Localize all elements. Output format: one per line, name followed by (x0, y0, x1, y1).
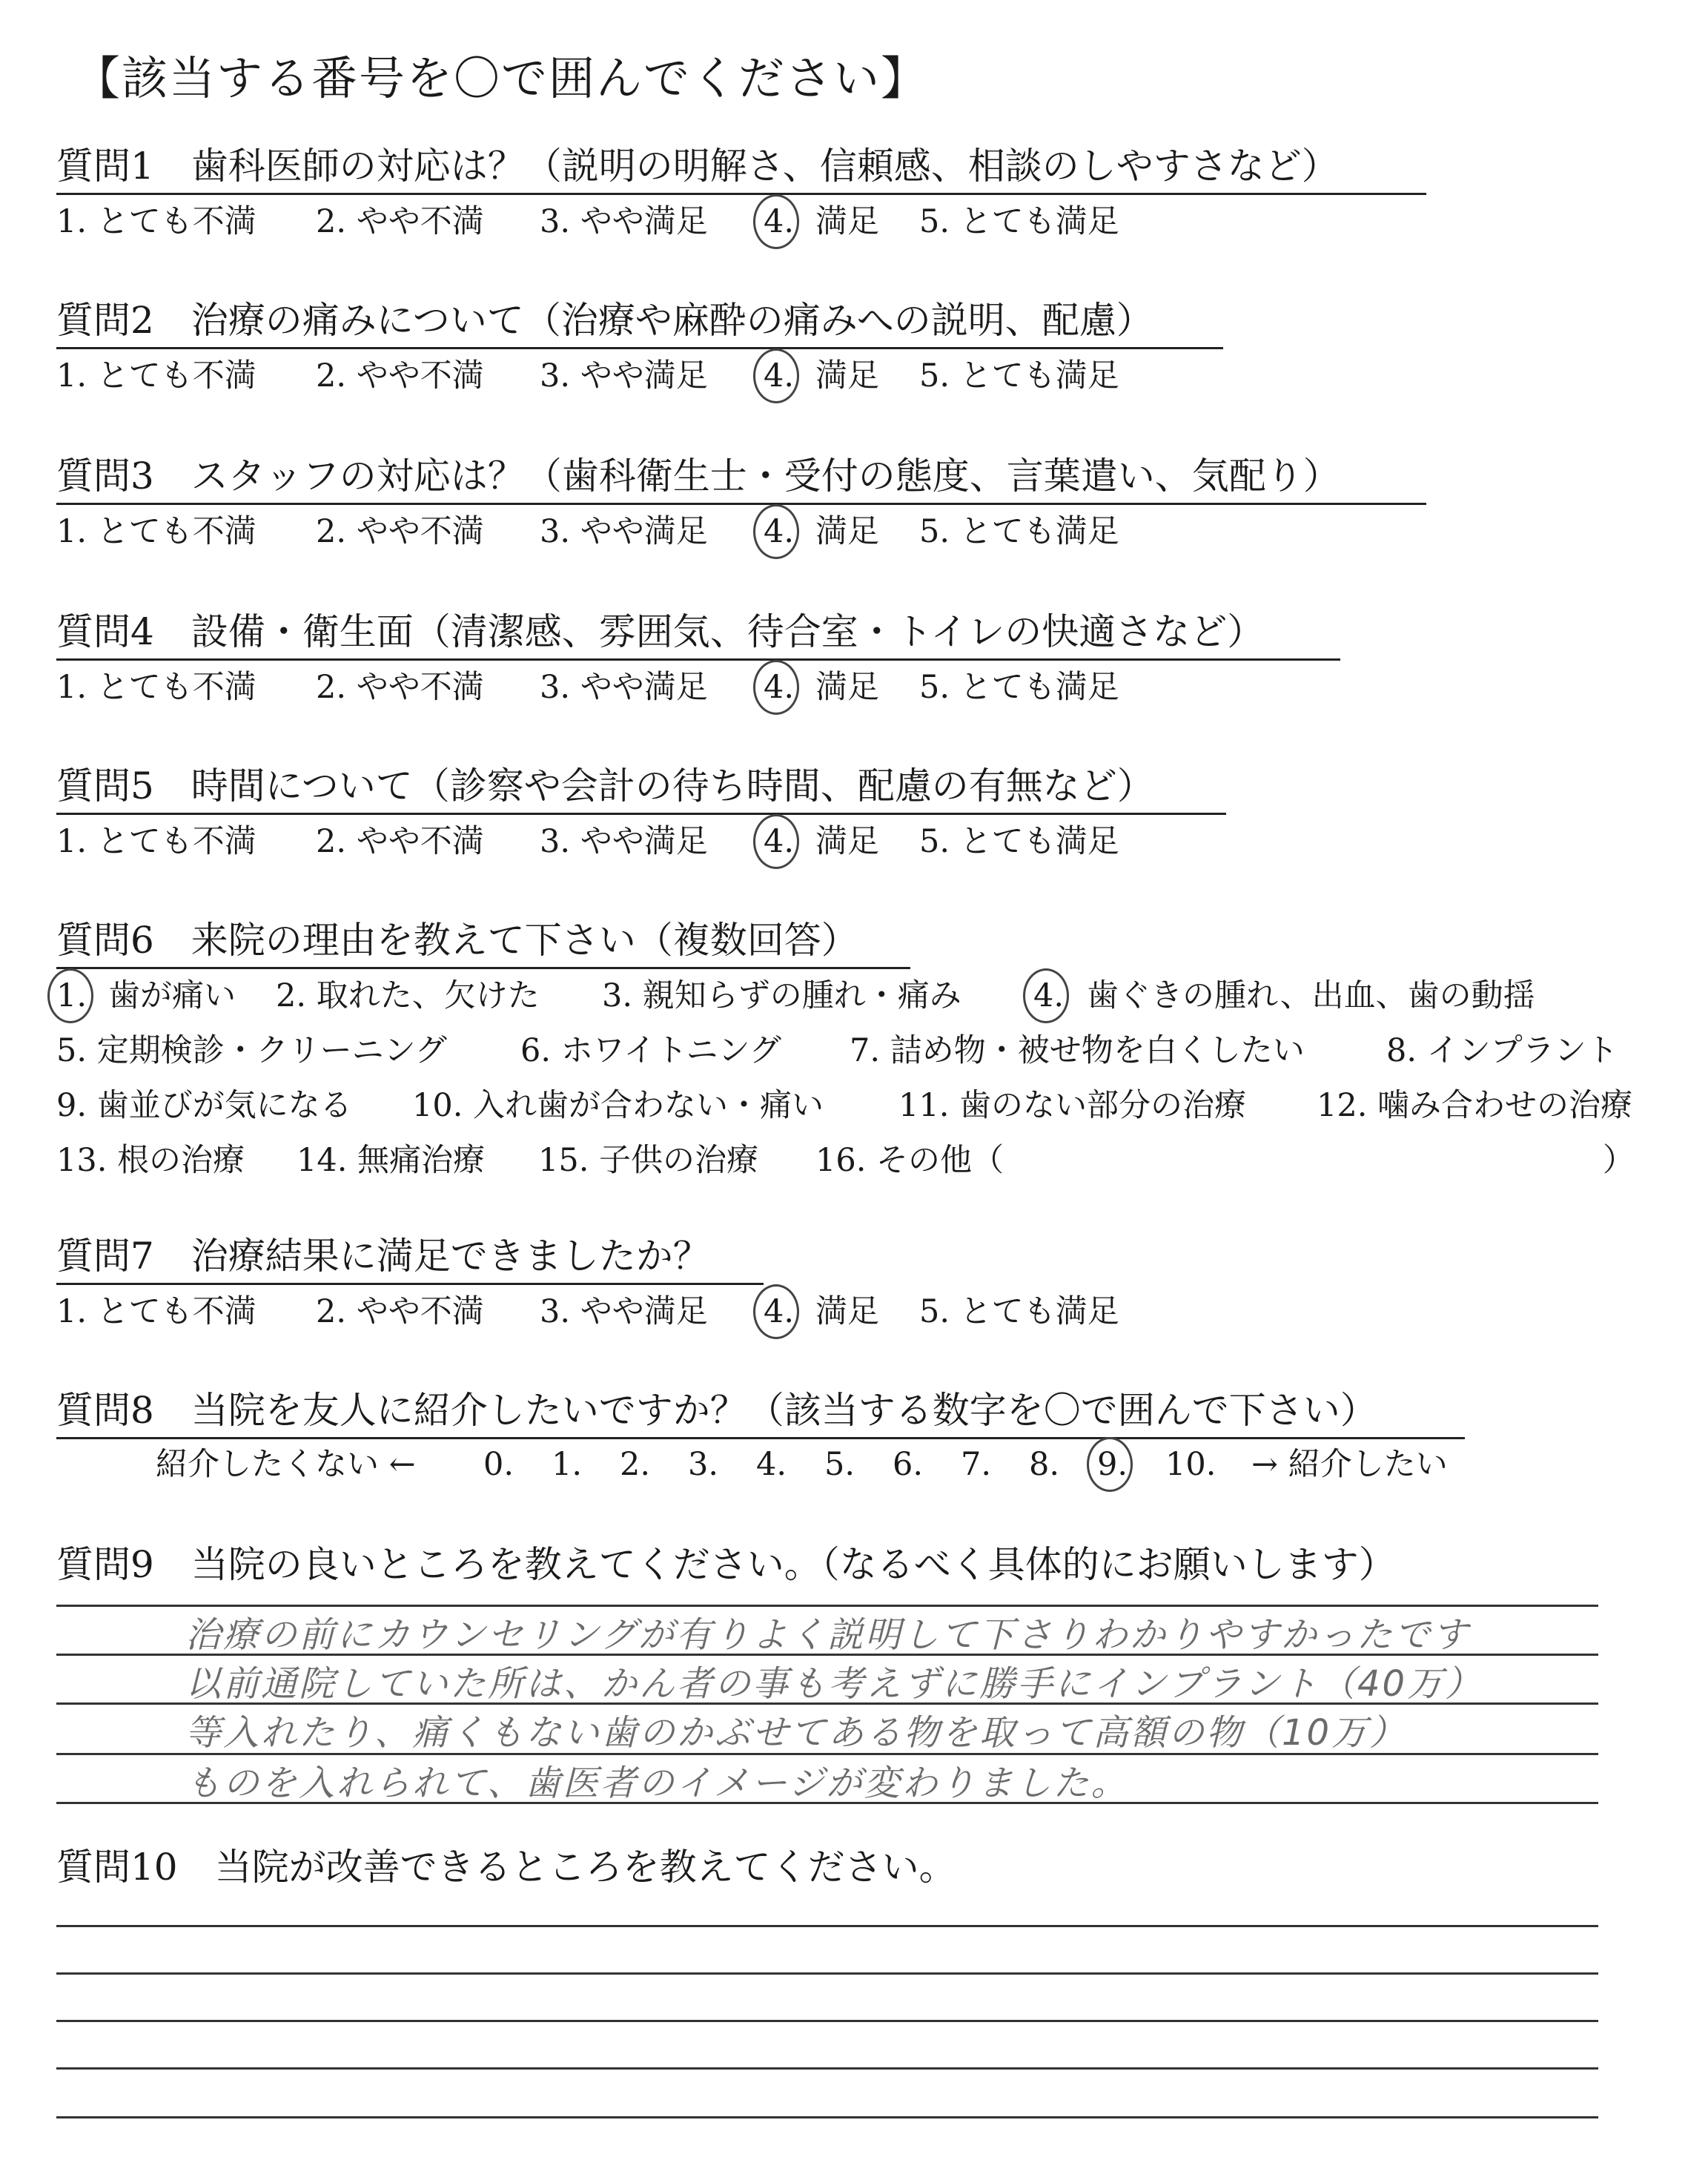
q5-option-4[interactable]: 4. (764, 823, 795, 860)
q6-option-1-label: 歯が痛い (108, 977, 236, 1014)
q8-selection-circle (1087, 1437, 1133, 1492)
q7-option-4-label: 満足 (815, 1293, 879, 1330)
q10-line-5[interactable] (56, 2116, 1598, 2118)
q6-row-1 (56, 977, 1650, 1022)
q5-options (56, 823, 1242, 868)
q6-option-4[interactable]: 4. (1033, 977, 1065, 1014)
q3-option-5[interactable]: 5. とても満足 (919, 513, 1119, 550)
q6-option-13[interactable]: 13. 根の治療 (56, 1142, 245, 1179)
q8-scale-1[interactable]: 1. (552, 1446, 583, 1483)
q4-heading: 質問4 設備・衛生面（清潔感、雰囲気、待合室・トイレの快適さなど） (56, 610, 1340, 661)
q3-options (56, 513, 1242, 558)
q5-option-2[interactable]: 2. やや不満 (316, 823, 484, 860)
q6-option-10[interactable]: 10. 入れ歯が合わない・痛い (412, 1087, 824, 1124)
q4-options (56, 669, 1242, 713)
q2-option-4-label: 満足 (815, 357, 879, 394)
q6-option-9[interactable]: 9. 歯並びが気になる (56, 1087, 352, 1124)
q6-selection-circle-1 (47, 968, 93, 1023)
q10-line-2[interactable] (56, 1972, 1598, 1975)
q1-options (56, 203, 1242, 248)
q8-scale-3[interactable]: 3. (688, 1446, 719, 1483)
q8-heading: 質問8 当院を友人に紹介したいですか？（該当する数字を〇で囲んで下さい） (56, 1388, 1465, 1439)
q7-option-5[interactable]: 5. とても満足 (919, 1293, 1119, 1330)
q3-option-4[interactable]: 4. (764, 513, 795, 550)
q1-option-2[interactable]: 2. やや不満 (316, 203, 484, 240)
q6-option-7[interactable]: 7. 詰め物・被せ物を白くしたい (850, 1032, 1305, 1069)
q5-option-5[interactable]: 5. とても満足 (919, 823, 1119, 860)
q6-option-11[interactable]: 11. 歯のない部分の治療 (898, 1087, 1247, 1124)
q8-scale-9[interactable]: 9. (1097, 1446, 1128, 1483)
q6-heading: 質問6 来院の理由を教えて下さい（複数回答） (56, 918, 910, 969)
q9-answer-line-3[interactable]: 等入れたり、痛くもない歯のかぶせてある物を取って高額の物（10万） (185, 1712, 1408, 1754)
q5-selection-circle (753, 814, 799, 869)
q7-option-3[interactable]: 3. やや満足 (540, 1293, 708, 1330)
q8-right-label: → 紹介したい (1251, 1446, 1448, 1483)
q2-option-2[interactable]: 2. やや不満 (316, 357, 484, 394)
q6-other-close-paren: ） (1603, 1142, 1635, 1179)
q8-scale-4[interactable]: 4. (756, 1446, 787, 1483)
q6-option-12[interactable]: 12. 噛み合わせの治療 (1317, 1087, 1633, 1124)
q6-option-2[interactable]: 2. 取れた、欠けた (276, 977, 540, 1014)
q6-option-3[interactable]: 3. 親知らずの腫れ・痛み (602, 977, 961, 1014)
q6-row-3 (56, 1087, 1650, 1132)
q5-option-1[interactable]: 1. とても不満 (56, 823, 256, 860)
q8-scale-8[interactable]: 8. (1029, 1446, 1060, 1483)
q1-option-5[interactable]: 5. とても満足 (919, 203, 1119, 240)
q8-left-label: 紹介したくない ← (156, 1446, 416, 1483)
q3-option-1[interactable]: 1. とても不満 (56, 513, 256, 550)
q4-selection-circle (753, 660, 799, 715)
q10-line-1[interactable] (56, 1925, 1598, 1927)
q4-option-4-label: 満足 (815, 669, 879, 706)
q1-option-1[interactable]: 1. とても不満 (56, 203, 256, 240)
q10-line-4[interactable] (56, 2067, 1598, 2070)
q9-answer-line-4[interactable]: ものを入れられて、歯医者のイメージが変わりました。 (185, 1763, 1129, 1804)
q7-option-4[interactable]: 4. (764, 1293, 795, 1330)
q8-scale-6[interactable]: 6. (893, 1446, 924, 1483)
q1-heading: 質問1 歯科医師の対応は？（説明の明解さ、信頼感、相談のしやすさなど） (56, 144, 1426, 195)
q3-heading: 質問3 スタッフの対応は？（歯科衛生士・受付の態度、言葉遣い、気配り） (56, 454, 1426, 505)
q9-heading: 質問9 当院の良いところを教えてください。（なるべく具体的にお願いします） (56, 1543, 1396, 1586)
q6-option-5[interactable]: 5. 定期検診・クリーニング (56, 1032, 447, 1069)
q2-option-3[interactable]: 3. やや満足 (540, 357, 708, 394)
q1-option-3[interactable]: 3. やや満足 (540, 203, 708, 240)
q8-scale-2[interactable]: 2. (620, 1446, 651, 1483)
q8-scale-10[interactable]: 10. (1165, 1446, 1217, 1483)
q6-option-16[interactable]: 16. その他（ (815, 1142, 1004, 1179)
form-title: 【該当する番号を〇で囲んでください】 (74, 51, 929, 105)
q3-option-2[interactable]: 2. やや不満 (316, 513, 484, 550)
q8-scale-7[interactable]: 7. (961, 1446, 992, 1483)
q3-selection-circle (753, 504, 799, 559)
q6-option-8[interactable]: 8. インプラント (1386, 1032, 1618, 1069)
q2-selection-circle (753, 349, 799, 403)
q1-option-4-label: 満足 (815, 203, 879, 240)
q7-option-1[interactable]: 1. とても不満 (56, 1293, 256, 1330)
q2-option-1[interactable]: 1. とても不満 (56, 357, 256, 394)
q7-option-2[interactable]: 2. やや不満 (316, 1293, 484, 1330)
q8-scale-0[interactable]: 0. (483, 1446, 514, 1483)
q7-options (56, 1293, 1242, 1338)
q8-scale-5[interactable]: 5. (824, 1446, 855, 1483)
q4-option-5[interactable]: 5. とても満足 (919, 669, 1119, 706)
q4-option-1[interactable]: 1. とても不満 (56, 669, 256, 706)
q6-option-4-label: 歯ぐきの腫れ、出血、歯の動揺 (1087, 977, 1535, 1014)
q3-option-3[interactable]: 3. やや満足 (540, 513, 708, 550)
q2-heading: 質問2 治療の痛みについて（治療や麻酔の痛みへの説明、配慮） (56, 298, 1223, 349)
q10-heading: 質問10 当院が改善できるところを教えてください。 (56, 1846, 956, 1889)
q3-option-4-label: 満足 (815, 513, 879, 550)
q4-option-4[interactable]: 4. (764, 669, 795, 706)
q5-heading: 質問5 時間について（診察や会計の待ち時間、配慮の有無など） (56, 764, 1226, 815)
q7-heading: 質問7 治療結果に満足できましたか？ (56, 1234, 764, 1285)
q10-line-3[interactable] (56, 2020, 1598, 2022)
q6-selection-circle-4 (1023, 968, 1069, 1023)
q6-option-14[interactable]: 14. 無痛治療 (297, 1142, 486, 1179)
q4-option-3[interactable]: 3. やや満足 (540, 669, 708, 706)
q2-option-4[interactable]: 4. (764, 357, 795, 394)
q9-answer-line-2[interactable]: 以前通院していた所は、かん者の事も考えずに勝手にインプラント（40万） (185, 1663, 1483, 1705)
q7-selection-circle (753, 1284, 799, 1339)
q6-option-1[interactable]: 1. (56, 977, 87, 1014)
q4-option-2[interactable]: 2. やや不満 (316, 669, 484, 706)
q6-option-6[interactable]: 6. ホワイトニング (520, 1032, 781, 1069)
q5-option-3[interactable]: 3. やや満足 (540, 823, 708, 860)
q1-option-4[interactable]: 4. (764, 203, 795, 240)
q8-scale (156, 1446, 1490, 1490)
q6-option-15[interactable]: 15. 子供の治療 (538, 1142, 759, 1179)
q6-row-4 (56, 1142, 1650, 1186)
q1-selection-circle (753, 194, 799, 249)
q5-option-4-label: 満足 (815, 823, 879, 860)
q9-answer-line-1[interactable]: 治療の前にカウンセリングが有りよく説明して下さりわかりやすかったです (185, 1614, 1471, 1656)
q6-row-2 (56, 1032, 1650, 1077)
q2-options (56, 357, 1242, 402)
q2-option-5[interactable]: 5. とても満足 (919, 357, 1119, 394)
